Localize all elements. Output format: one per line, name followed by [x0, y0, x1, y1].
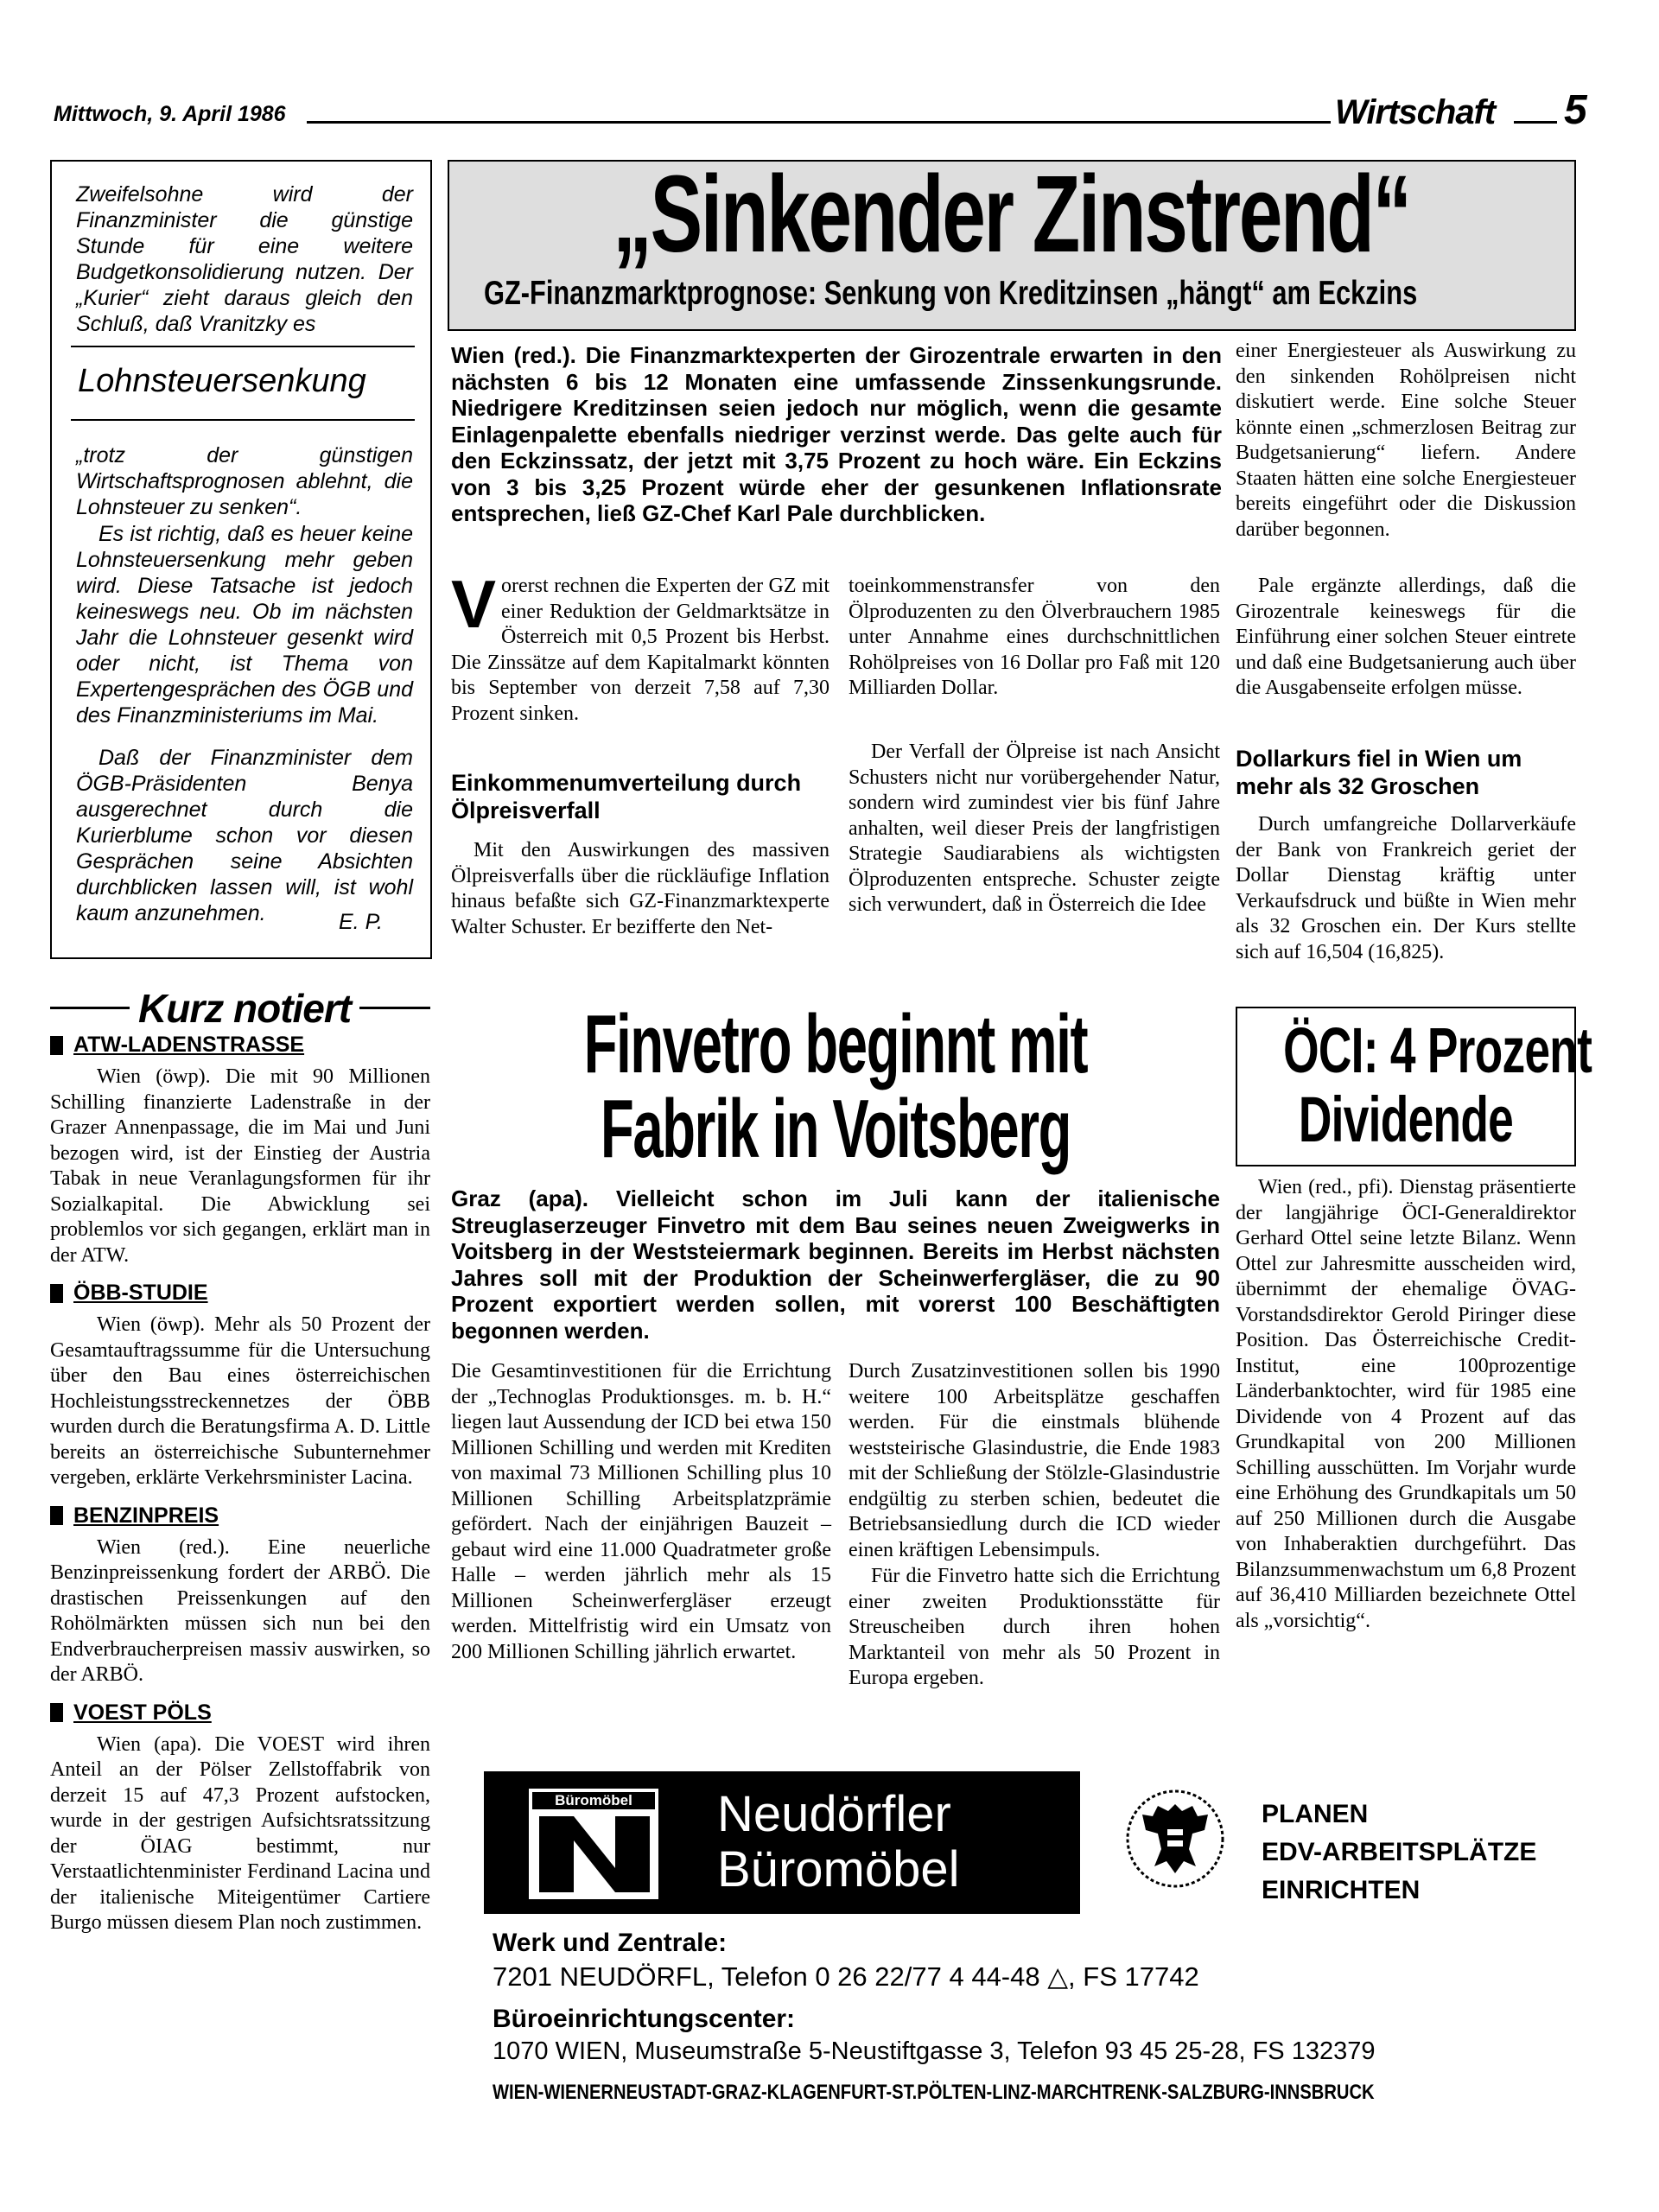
news-item-text: Wien (öwp). Die mit 90 Millionen Schilling finanzierte Ladenstraße in der Grazer Annenpassage, die im Mai und Juni bezogen wird, ist der Einstieg der Austria Tabak in neue Veranlagungsformen für ihr Sozialkapital. Die Abwicklung sei problemlos vor sich gegangen, erklärt man in der ATW.: [50, 1065, 430, 1267]
lead-story-text: Pale ergänzte allerdings, daß die Girozentrale keineswegs für die Einführung einer solchen Steuer eintrete und daß eine Budgetsanierung auch über die Ausgabenseite erfolgen müsse.: [1236, 575, 1576, 699]
news-item-text: Wien (red.). Eine neuerliche Benzinpreissenkung fordert der ARBÖ. Die drastischen Preissenkungen auf den Rohölmärkten müssen sich nun bei den Endverbraucherpreisen massiv auswirken, so der ARBÖ.: [50, 1535, 430, 1686]
news-item-heading: [50, 1700, 430, 1726]
news-item-heading: [50, 1503, 430, 1529]
ad-cities: WIEN-WIENERNEUSTADT-GRAZ-KLAGENFURT-ST.PÖLTEN-LINZ-MARCHTRENK-SALZBURG-INNSBRUCK: [493, 2081, 1375, 2104]
ad-center-address: 1070 WIEN, Museumstraße 5-Neustiftgasse 3, Telefon 93 45 25-28, FS 132379: [493, 2037, 1376, 2065]
lead-story-text: Der Verfall der Ölpreise ist nach Ansicht Schusters nicht nur vorübergehender Natur, sondern wird zumindest vier bis fünf Jahre anhalten, weil dieser Preis der langfristigen Strategie Saudiarabiens als wichtigsten Ölproduzenten entspreche. Schuster zeigte sich verwundert, daß in Österreich die Idee: [849, 741, 1220, 916]
lead-story-text: einer Energiesteuer als Auswirkung zu den sinkenden Rohölpreisen nicht diskutiert werde. Eine solche Steuer könnte einen „schmerzlosen Beitrag zur Budgetsanierung“ liefern. Andere Staaten hätten eine solche Energiesteuer bereits eingeführt oder die Diskussion darüber begonnen.: [1236, 340, 1576, 541]
section-name: Wirtschaft: [1335, 93, 1496, 131]
news-item-heading-text: ATW-LADENSTRASSE: [73, 1033, 305, 1057]
news-item-heading-text: BENZINPREIS: [73, 1503, 219, 1528]
lead-story-column-1: [451, 566, 830, 727]
ad-slogan-line: EINRICHTEN: [1262, 1876, 1421, 1904]
finvetro-headline-line: Finvetro beginnt mit: [583, 998, 1088, 1090]
ad-slogan-line: PLANEN: [1262, 1800, 1369, 1828]
news-item-text: Wien (apa). Die VOEST wird ihren Anteil an der Pölser Zellstoffabrik von derzeit 15 auf 47,3 Prozent aufstocken, wurde in der gestrigen Aufsichtsratssitzung der ÖIAG bestimmt, nur Verstaatlichtenminister Ferdinand Lacina und der italienische Miteigentümer Cartiere Burgo müssen diesem Plan noch zustimmen.: [50, 1732, 430, 1934]
lead-story-text: toeinkommenstransfer von den Ölproduzenten zu den Ölverbrauchern 1985 unter Annahme eines durchschnittlichen Rohölpreises von 16 Dollar pro Faß mit 120 Milliarden Dollar.: [849, 575, 1220, 699]
ad-company-line: Neudörfler: [717, 1786, 951, 1842]
finvetro-column-2: Durch Zusatzinvestitionen sollen bis 1990 weitere 100 Arbeitsplätze geschaffen werden. Für die einstmals blühende weststeirische Glasindustrie, die Ende 1983 mit der Schließung der Stölzle-Glasindustrie endgültig zu sterben schien, bedeutet die Betriebsansiedlung durch die ICD wieder einen kräftigen Lebensimpuls.: [849, 1360, 1220, 1561]
page-number: 5: [1564, 87, 1587, 133]
drop-cap: V: [451, 566, 497, 642]
news-item-heading-text: ÖBB-STUDIE: [73, 1281, 208, 1305]
square-bullet-icon: [50, 1036, 63, 1055]
oeci-text: Wien (red., pfi). Dienstag präsentierte der langjährige ÖCI-Generaldirektor Gerhard Ottel seine letzte Bilanz. Wenn Ottel zur Jahresmitte ausscheiden wird, übernimmt der ehemalige ÖVAG-Vorstandsdirektor Gerold Piringer diese Position. Das Österreichische Credit-Institut, eine 100prozentige Länderbanktochter, wird für 1985 eine Dividende von 4 Prozent auf das Grundkapital von 200 Millionen Schilling ausschütten. Im Vorjahr wurde eine Erhöhung des Grundkapitals um 50 auf 250 Millionen durch die Ausgabe von Inhaberaktien durchgeführt. Das Bilanzsummenwachstum um 6,8 Prozent auf 36,410 Milliarden bezeichnete Ottel als „vorsichtig“.: [1236, 1176, 1576, 1632]
finvetro-lead: Graz (apa). Vielleicht schon im Juli kann der italienische Streuglaserzeuger Finvetro mit dem Bau seines neuen Zweigwerks in Voitsberg in der Weststeiermark beginnen. Bereits im Herbst nächsten Jahres soll mit der Produktion der Scheinwerfergläser, die zu 90 Prozent exportiert werden sollen, mit vorerst 100 Beschäftigten begonnen werden.: [451, 1185, 1220, 1344]
commentary-quote: „trotz der günstigen Wirtschaftsprognosen ablehnt, die Lohnsteuer zu senken“.: [76, 443, 413, 519]
commentary-intro: Zweifelsohne wird der Finanzminister die günstige Stunde für eine weitere Budgetkonsolidierung nutzen. Der „Kurier“ zieht daraus gleich den Schluß, daß Vranitzky es: [76, 182, 413, 336]
finvetro-column-1: Die Gesamtinvestitionen für die Errichtung der „Technoglas Produktionsges. m. b. H.“ liegen laut Aussendung der ICD bei etwa 150 Millionen Schilling und werden mit Krediten von maximal 73 Millionen Schilling plus 10 Millionen Schilling Arbeitsplatzprämie gefördert. Nach der einjährigen Bauzeit – gebaut wird eine 11.000 Quadratmeter große Halle – werden jährlich mehr als 15 Millionen Scheinwerfergläser erzeugt werden. Mittelfristig wird ein Umsatz von 200 Millionen Schilling jährlich erwartet.: [451, 1360, 831, 1663]
news-item-heading: [50, 1033, 430, 1058]
commentary-paragraph: Es ist richtig, daß es heuer keine Lohnsteuersenkung mehr geben wird. Diese Tatsache ist jedoch keineswegs neu. Ob im nächsten Jahr die Lohnsteuer gesenkt wird oder nicht, ist Thema von Expertengesprächen des ÖGB und des Finanzministeriums im Mai.: [76, 522, 413, 728]
ad-company-name: [717, 1787, 959, 1897]
ad-hq-address: 7201 NEUDÖRFL, Telefon 0 26 22/77 4 44-48 △, FS 17742: [493, 1961, 1199, 1992]
n-logo-icon: [529, 1813, 658, 1899]
lead-story-subhead: Dollarkurs fiel in Wien um mehr als 32 Groschen: [1236, 746, 1522, 799]
square-bullet-icon: [50, 1284, 63, 1303]
commentary-divider-2: [71, 419, 415, 421]
commentary-heading: Lohnsteuersenkung: [78, 363, 366, 399]
square-bullet-icon: [50, 1703, 63, 1722]
kurz-notiert-title: Kurz notiert: [130, 985, 359, 1032]
austrian-eagle-emblem-icon: [1123, 1780, 1227, 1901]
news-item-heading: [50, 1281, 430, 1306]
commentary-paragraph: Daß der Finanzminister dem ÖGB-Präsidenten Benya ausgerechnet durch die Kurierblume schon vor diesen Gesprächen seine Absichten durchblicken lassen will, ist wohl kaum anzunehmen.: [76, 746, 413, 925]
ad-logo-label: Büromöbel: [532, 1792, 655, 1809]
lead-headline-text: „Sinkender Zinstrend“: [613, 153, 1411, 275]
finvetro-column-2: Für die Finvetro hatte sich die Errichtung einer zweiten Produktionsstätte für Streuscheiben durch ihren hohen Marktanteil von mehr als 50 Prozent in Europa ergeben.: [849, 1565, 1220, 1689]
header-rule: [307, 121, 1331, 124]
lead-story-text: Mit den Auswirkungen des massiven Ölpreisverfalls über die rückläufige Inflation hinaus befaßte sich GZ-Finanzmarktexperte Walter Schuster. Er bezifferte den Net-: [451, 839, 830, 938]
news-item-text: Wien (öwp). Mehr als 50 Prozent der Gesamtauftragssumme für die Untersuchung über den Bau eines österreichischen Hochleistungsstreckennetzes der ÖBB wurden durch die Beratungsfirma A. D. Little bereits an österreichische Subunternehmer vergeben, erklärte Verkehrsminister Lacina.: [50, 1313, 430, 1489]
square-bullet-icon: [50, 1506, 63, 1525]
finvetro-headline-line: Fabrik in Voitsberg: [600, 1083, 1071, 1175]
oeci-headline: [1236, 1014, 1592, 1155]
ad-company-line: Büromöbel: [717, 1841, 960, 1897]
ad-slogan: [1262, 1796, 1536, 1910]
header-rule-right: [1514, 121, 1557, 124]
ad-center-label: Büroeinrichtungscenter:: [493, 2005, 796, 2033]
finvetro-headline: [451, 998, 1220, 1175]
ad-hq-label: Werk und Zentrale:: [493, 1929, 728, 1957]
lead-story-text: Durch umfangreiche Dollarverkäufe der Bank von Frankreich geriet der Dollar Dienstag kräftig unter Verkaufsdruck und büßte in Wien mehr als 32 Groschen ein. Der Kurs stellte sich auf 16,504 (16,825).: [1236, 813, 1576, 963]
ad-slogan-line: EDV-ARBEITSPLÄTZE: [1262, 1838, 1537, 1866]
oeci-headline-line: ÖCI: 4 Prozent: [1283, 1014, 1592, 1086]
oeci-headline-line: Dividende: [1298, 1084, 1514, 1155]
commentary-signature: E. P.: [339, 910, 383, 934]
lead-story-intro: Wien (red.). Die Finanzmarktexperten der Girozentrale erwarten in den nächsten 6 bis 12 Monaten eine umfassende Zinssenkungsrunde. Niedrigere Kreditzinsen seien jedoch nur möglich, wenn die gesamte Einlagenpalette ebenfalls niedriger verzinst werde. Das gelte auch für den Eckzinssatz, der jetzt mit 3,75 Prozent zu hoch wäre. Ein Eckzins von 3 bis 3,25 Prozent würde eher der gesunkenen Inflationsrate entsprechen, ließ GZ-Chef Karl Pale durchblicken.: [451, 342, 1222, 526]
lead-story-text: orerst rechnen die Experten der GZ mit einer Reduktion der Geldmarktsätze in Österreich mit 0,5 Prozent bis Herbst. Die Zinssätze auf dem Kapitalmarkt könnten bis September von derzeit 7,58 auf 7,30 Prozent sinken.: [451, 575, 830, 725]
lead-subheadline: GZ-Finanzmarktprognose: Senkung von Kreditzinsen „hängt“ am Eckzins: [484, 275, 1418, 312]
lead-story-subhead: Einkommenumverteilung durch Ölpreisverfall: [451, 770, 802, 823]
issue-date: Mittwoch, 9. April 1986: [54, 102, 286, 126]
lead-headline: [448, 151, 1576, 276]
kurz-notiert-column: [50, 1033, 430, 1936]
commentary-divider: [71, 346, 415, 347]
ad-logo-box: [529, 1789, 658, 1899]
news-item-heading-text: VOEST PÖLS: [73, 1700, 212, 1725]
